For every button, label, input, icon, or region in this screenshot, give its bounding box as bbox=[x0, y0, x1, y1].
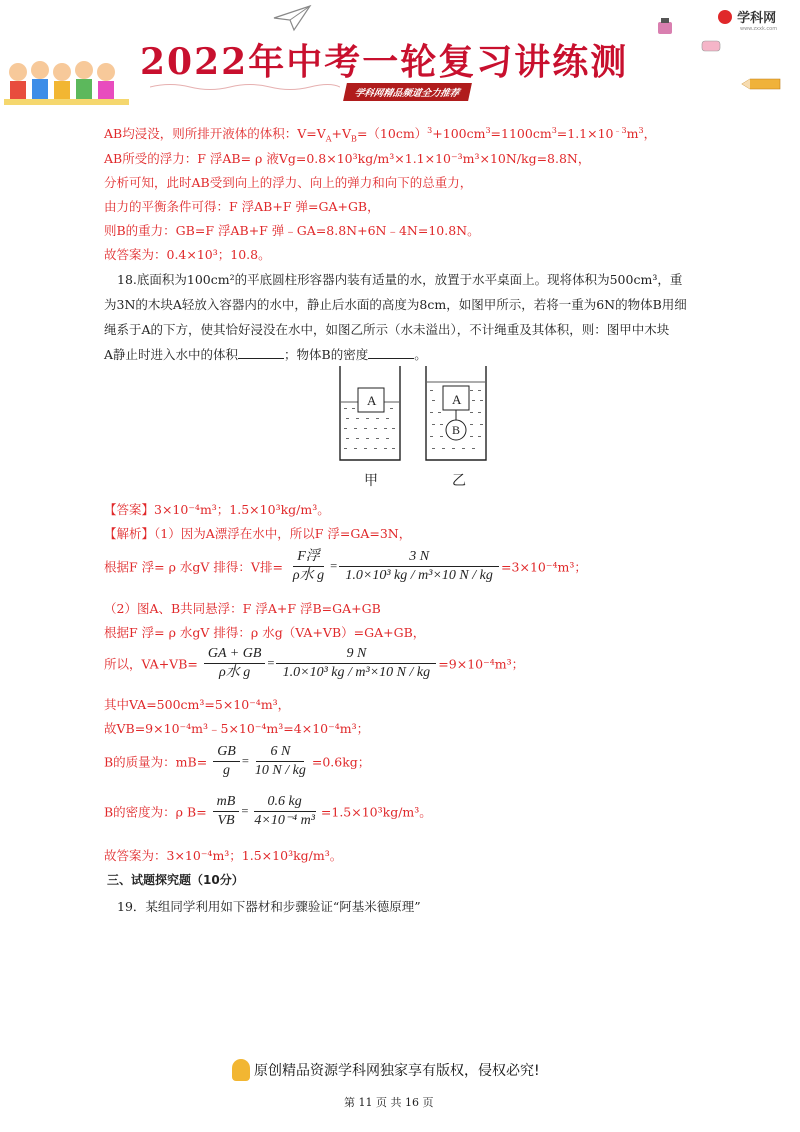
block-a-label: A bbox=[367, 393, 377, 408]
answer-blank-1[interactable] bbox=[238, 358, 284, 359]
wave-decoration bbox=[150, 82, 340, 92]
fraction-mass-values: $\frac{6 N}{10 N / kg}$ bbox=[254, 744, 306, 778]
logo-icon bbox=[718, 10, 732, 24]
fraction-density-values: $\frac{0.6 kg}{\text{4×10⁻⁴ m³}}$ bbox=[254, 794, 315, 828]
question18-line4: A静止时进入水中的体积 ；物体B的密度 。 bbox=[104, 347, 427, 362]
final-answer-line: 故答案为：3×10⁻⁴m³；1.5×10³kg/m³。 bbox=[104, 848, 343, 863]
kids-illustration bbox=[4, 52, 134, 107]
block-b-label: B bbox=[452, 423, 461, 437]
fraction-vpai-values: $\frac{3 N}{\text{1.0×10³ kg / m³×10 N / kg}}$ bbox=[339, 548, 499, 585]
solution-line-2: AB所受的浮力：F 浮AB= ρ 液Vg=0.8×10³kg/m³×1.1×10⁻³m³×10N/kg=8.8N， bbox=[104, 151, 591, 166]
answer-line: 【答案】3×10⁻⁴m³；1.5×10³kg/m³。 bbox=[104, 502, 330, 517]
analysis-line-7: 故VB=9×10⁻⁴m³﹣5×10⁻⁴m³=4×10⁻⁴m³； bbox=[104, 721, 370, 736]
section-heading: 三、试题探究题（10分） bbox=[107, 873, 244, 887]
analysis-line-4: 根据F 浮= ρ 水gV 排得：ρ 水g（VA+VB）=GA+GB， bbox=[104, 625, 426, 640]
analysis-line-9: B的密度为：ρ B= $\frac{mB}{VB}$ = $\frac{0.6 kg}{\text{4×10⁻⁴ m³}}$ =1.5×10³kg/m³。 bbox=[104, 794, 432, 828]
figure-containers bbox=[330, 364, 500, 464]
question18-line3: 绳系于A的下方，使其恰好浸没在水中，如图乙所示（水未溢出），不计绳重及其体积，则：图甲中木块 bbox=[104, 322, 670, 337]
analysis-line-8: B的质量为：mB= $\frac{GB}{g}$ = $\frac{6 N}{10 N / kg}$ =0.6kg； bbox=[104, 744, 371, 778]
figure-label-jia: 甲 bbox=[364, 473, 378, 489]
page-number: 第 11 页 共 16 页 bbox=[344, 1096, 434, 1109]
footer-copyright: 原创精品资源学科网独家享有版权，侵权必究! bbox=[232, 1059, 540, 1081]
mascot-icon bbox=[232, 1059, 250, 1081]
analysis-line-3: （2）图A、B共同悬浮：F 浮A+F 浮B=GA+GB bbox=[104, 601, 381, 616]
eraser-icon bbox=[700, 38, 722, 54]
solution-line-1: AB均浸没，则所排开液体的体积：$V=V_A+V_B=(10cm)^3+100cm^3=1100cm^3=1.1\times 10^{﹣3}m^3$， bbox=[104, 125, 657, 144]
fraction-total-volume-values: $\frac{9 N}{\text{1.0×10³ kg / m³×10 N / kg}}$ bbox=[276, 645, 436, 682]
fraction-density: $\frac{mB}{VB}$ bbox=[213, 793, 240, 830]
paper-plane-icon bbox=[272, 4, 312, 32]
solution-line-5: 则B的重力：GB=F 浮AB+F 弹﹣GA=8.8N+6N﹣4N=10.8N。 bbox=[104, 223, 480, 238]
solution-line-4: 由力的平衡条件可得：F 浮AB+F 弹=GA+GB， bbox=[104, 199, 380, 214]
logo-url: www.zxxk.com bbox=[740, 26, 778, 32]
logo[interactable] bbox=[718, 6, 777, 32]
container-jia bbox=[340, 366, 400, 460]
question18-line2: 为3N的木块A轻放入容器内的水中，静止后水面的高度为8cm，如图甲所示，若将一重为6N的物体B用细 bbox=[104, 297, 687, 312]
header-title: 2022年中考一轮复习讲练测 bbox=[140, 41, 629, 83]
fraction-vpai: $\frac{\text{F浮}}{\text{ρ水 g}}$ bbox=[292, 549, 325, 583]
container-yi bbox=[426, 366, 486, 460]
ink-bottle-icon bbox=[655, 16, 675, 36]
analysis-line-5: 所以，VA+VB= $\frac{GA + GB}{\text{ρ水 g}}$ = $\frac{9 N}{\text{1.0×10³ kg / m³×10 N / kg}}$ =9×10⁻⁴m³； bbox=[104, 646, 525, 680]
header bbox=[0, 0, 800, 110]
answer-blank-2[interactable] bbox=[368, 358, 414, 359]
fraction-total-volume: $\frac{GA + GB}{\text{ρ水 g}}$ bbox=[204, 645, 266, 682]
block-a2-label: A bbox=[452, 392, 462, 407]
fraction-mass: $\frac{GB}{g}$ bbox=[213, 743, 240, 780]
analysis-line-2: 根据F 浮= ρ 水gV 排得：V排= $\frac{\text{F浮}}{\text{ρ水 g}}$ = $\frac{3 N}{\text{1.0×10³ kg / m³×10 N / kg}}$ =3×10⁻⁴m³； bbox=[104, 549, 587, 583]
logo-text: 学科网 bbox=[737, 11, 777, 26]
analysis-line-1: 【解析】（1）因为A漂浮在水中，所以F 浮=GA=3N， bbox=[104, 526, 412, 541]
pencil-icon bbox=[740, 76, 784, 92]
question19-line: 19．某组同学利用如下器材和步骤验证“阿基米德原理” bbox=[117, 899, 421, 914]
figure-label-yi: 乙 bbox=[452, 473, 466, 489]
solution-line-6: 故答案为：0.4×10³；10.8。 bbox=[104, 247, 271, 262]
header-banner: 学科网精品频道全力推荐 bbox=[343, 83, 471, 101]
solution-line-3: 分析可知，此时AB受到向上的浮力、向上的弹力和向下的总重力， bbox=[104, 175, 473, 190]
analysis-line-6: 其中VA=500cm³=5×10⁻⁴m³， bbox=[104, 697, 291, 712]
question18-line1: 18.底面积为100cm²的平底圆柱形容器内装有适量的水，放置于水平桌面上。现将体积为500cm³，重 bbox=[117, 272, 683, 287]
